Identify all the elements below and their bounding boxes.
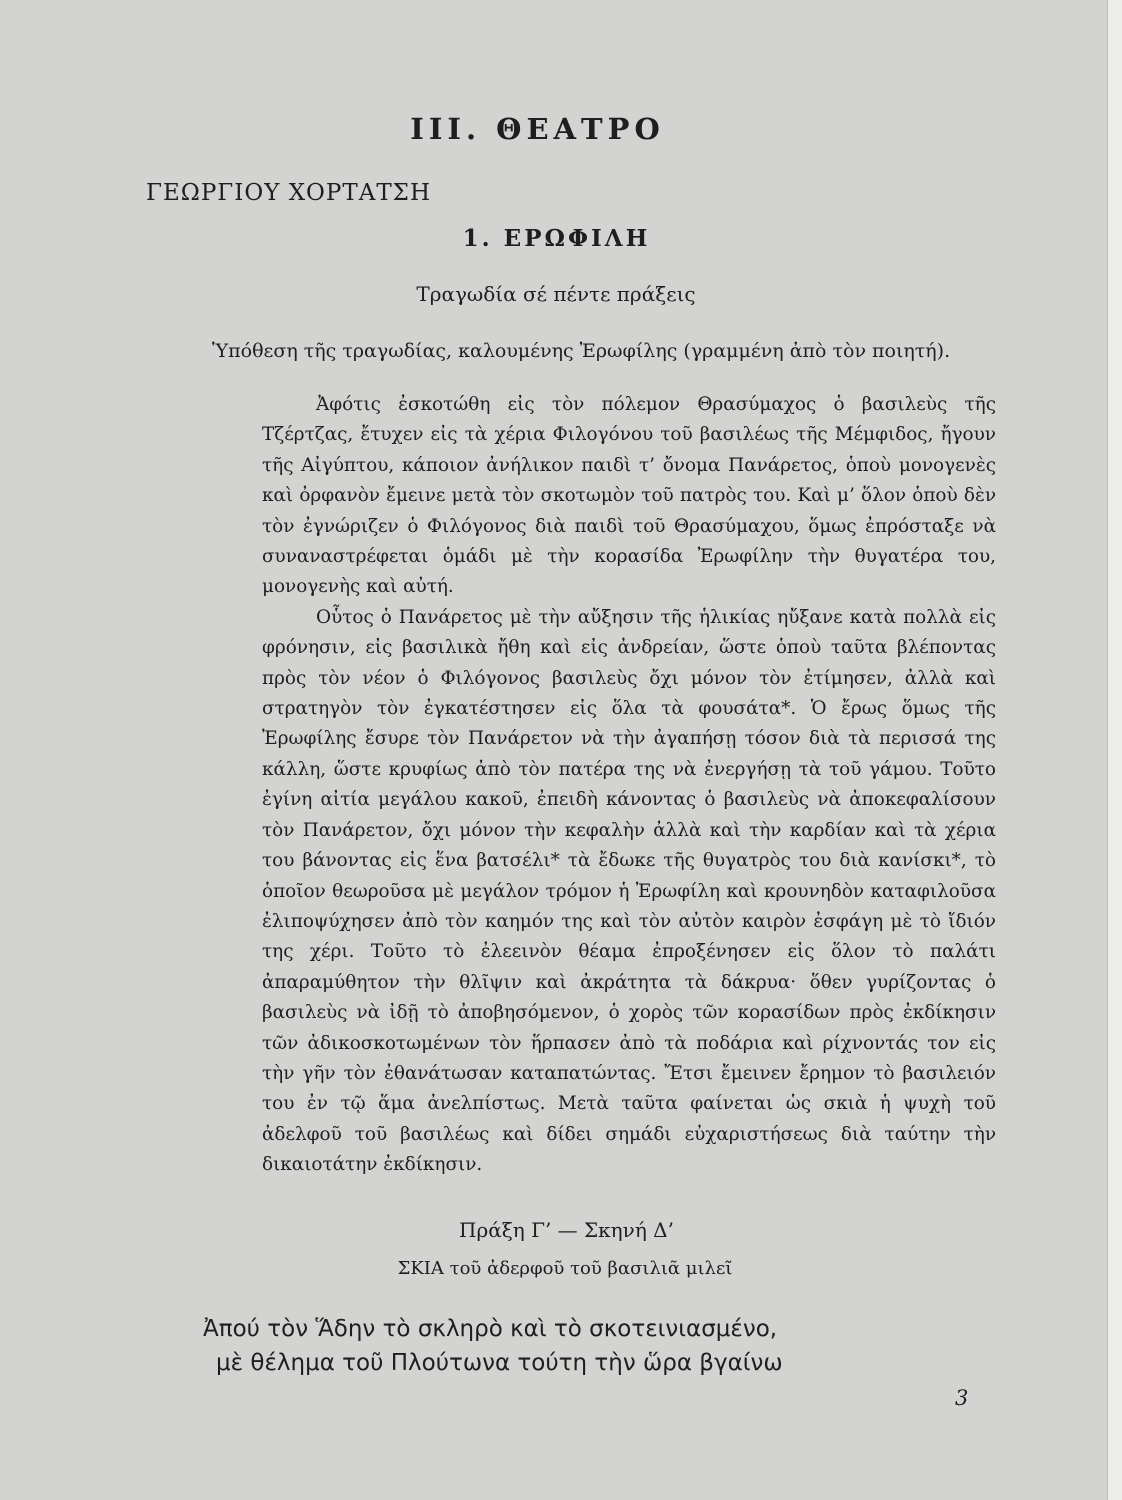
author-name: ΓΕΩΡΓΙΟΥ ΧΟΡΤΑΤΣΗ <box>146 180 432 206</box>
verse-line: μὲ θέλημα τοῦ Πλούτωνα τούτη τὴν ὥρα βγαίνω <box>216 1350 783 1376</box>
verse-block <box>203 1312 783 1380</box>
page-number: 3 <box>955 1386 969 1410</box>
synopsis-paragraph: Οὗτος ὁ Πανάρετος μὲ τὴν αὔξησιν τῆς ἡλικίας ηὔξανε κατὰ πολλὰ εἰς φρόνησιν, εἰς βασιλικὰ ἤθη καὶ εἰς ἀνδρείαν, ὥστε ὁποὺ ταῦτα βλέποντας πρὸς τὸν νέον ὁ Φιλόγονος βασιλεὺς ὄχι μόνον τὸν ἐτίμησεν, ἀλλὰ καὶ στρατηγὸν τὸν ἐγκατέστησεν εἰς ὅλα τὰ φουσάτα*. Ὁ ἔρως ὅμως τῆς Ἐρωφίλης ἔσυρε τὸν Πανάρετον νὰ τὴν ἀγαπήσῃ τόσον διὰ τὰ περισσά της κάλλη, ὥστε κρυφίως ἀπὸ τὸν πατέρα της νὰ ἐνεργήσῃ τὰ τοῦ γάμου. Τοῦτο ἐγίνη αἰτία μεγάλου κακοῦ, ἐπειδὴ κάνοντας ὁ βασιλεὺς νὰ ἀποκεφαλίσουν τὸν Πανάρετον, ὄχι μόνον τὴν κεφαλὴν ἀλλὰ καὶ τὴν καρδίαν καὶ τὰ χέρια του βάνοντας εἰς ἕνα βατσέλι* τὰ ἔδωκε τῆς θυγατρὸς του διὰ κανίσκι*, τὸ ὁποῖον θεωροῦσα μὲ μεγάλον τρόμον ἡ Ἐρωφίλη καὶ κρουνηδὸν καταφιλοῦσα ἐλιποψύχησεν ἀπὸ τὸν καημόν της καὶ τὸν αὐτὸν καιρὸν ἐσφάγη μὲ τὸ ἴδιόν της χέρι. Τοῦτο τὸ ἐλεεινὸν θέαμα ἐπροξένησεν εἰς ὅλον τὸ παλάτι ἀπαραμύθητον τὴν θλῖψιν καὶ ἀκράτητα τὰ δάκρυα· ὅθεν γυρίζοντας ὁ βασιλεὺς νὰ ἰδῇ τὸ ἀποβησόμενον, ὁ χορὸς τῶν κορασίδων πρὸς ἐκδίκησιν τῶν ἀδικοσκοτωμένων τὸν ἥρπασεν ἀπὸ τὰ ποδάρια καὶ ρίχνοντάς τον εἰς τὴν γῆν τὸν ἐθανάτωσαν καταπατώντας. Ἔτσι ἔμεινεν ἔρημον τὸ βασιλειόν του ἐν τῷ ἅμα ἀνελπίστως. Μετὰ ταῦτα φαίνεται ὡς σκιὰ ἡ ψυχὴ τοῦ ἀδελφοῦ τοῦ βασιλέως καὶ δίδει σημάδι εὐχαριστήσεως διὰ ταύτην τὴν δικαιοτάτην ἐκδίκησιν. <box>262 606 996 1176</box>
synopsis-paragraph: Ἀφότις ἐσκοτώθη εἰς τὸν πόλεμον Θρασύμαχος ὁ βασιλεὺς τῆς Τζέρτζας, ἔτυχεν εἰς τὰ χέρια Φιλογόνου τοῦ βασιλέως τῆς Μέμφιδος, ἤγουν τῆς Αἰγύπτου, κάποιον ἀνήλικον παιδὶ τ’ ὄνομα Πανάρετος, ὁποὺ μονογενὲς καὶ ὀρφανὸν ἔμεινε μετὰ τὸν σκοτωμὸν τοῦ πατρὸς του. Καὶ μ’ ὅλον ὁποὺ δὲν τὸν ἐγνώριζεν ὁ Φιλόγονος διὰ παιδὶ τοῦ Θρασύμαχου, ὅμως ἐπρόσταξε νὰ συναναστρέφεται ὁμάδι μὲ τὴν κορασίδα Ἐρωφίλην τὴν θυγατέρα του, μονογενὴς καὶ αὐτή. <box>262 394 996 598</box>
synopsis-heading: Ὑπόθεση τῆς τραγωδίας, καλουμένης Ἐρωφίλης (γραμμένη ἀπὸ τὸν ποιητή). <box>212 340 951 362</box>
section-title: III. ΘΕΑΤΡΟ <box>410 112 665 146</box>
work-subtitle: Τραγωδία σέ πέντε πράξεις <box>416 282 696 306</box>
act-scene-heading: Πράξη Γ’ — Σκηνή Δ’ <box>459 1218 674 1242</box>
verse-line: Ἀπού τὸν Ἅδην τὸ σκληρὸ καὶ τὸ σκοτεινιασμένο, <box>203 1316 778 1342</box>
speaker-line: ΣΚΙΑ τοῦ ἀδερφοῦ τοῦ βασιλιᾶ μιλεῖ <box>397 1258 733 1279</box>
synopsis-text <box>262 390 996 1181</box>
work-title: 1. ΕΡΩΦΙΛΗ <box>462 225 651 252</box>
